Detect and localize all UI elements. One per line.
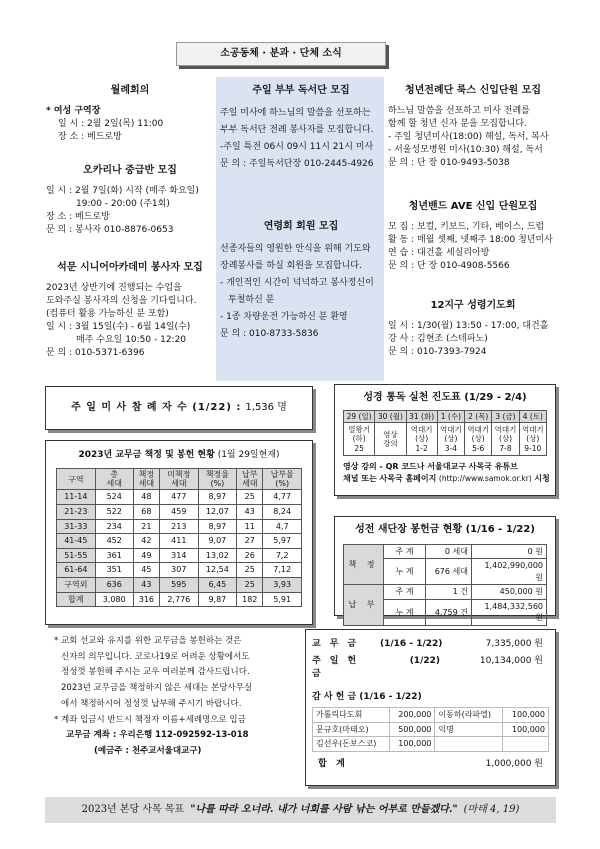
monthly-title: 월례회의 — [110, 85, 150, 96]
reading-day: 1 (수) — [437, 410, 464, 422]
table-cell: 4,77 — [263, 490, 302, 505]
table-row — [344, 544, 547, 559]
table-cell: 100,000 — [503, 722, 549, 737]
ocarina-notice — [46, 164, 214, 237]
table-cell: 2,776 — [160, 592, 199, 607]
table-cell: 51-55 — [57, 548, 96, 563]
tithe-status-box — [45, 440, 313, 625]
column-header: 납부 세대 — [237, 469, 263, 490]
table-cell: 이동하(라파엘) — [435, 708, 503, 723]
purgatory-contact: 문 의 : 010-8733-5836 — [220, 328, 319, 339]
column-header: 총 세대 — [95, 469, 133, 490]
table-cell: 361 — [95, 548, 133, 563]
column-header: 미책정 세대 — [160, 469, 199, 490]
thanks-title: 감 사 헌 금 (1/16 - 1/22) — [312, 692, 422, 703]
table-cell — [435, 737, 503, 752]
youthband-line3: 연 습 : 대건홀 세실리아방 — [388, 247, 490, 258]
ocarina-date: 일 시 : 2월 7일(화) 시작 (매주 화요일) — [46, 185, 199, 196]
tithe-title: 2023년 교무금 책정 및 봉헌 현황 — [78, 450, 215, 460]
table-cell: 351 — [95, 563, 133, 578]
sunday-collection-amount: 10,134,000 원 — [479, 656, 543, 667]
attendance-value: 1,536 명 — [245, 401, 287, 413]
district12-line2: 강 사 : 김현조 (스테파노) — [388, 333, 488, 344]
column-header: 납부율 (%) — [263, 469, 302, 490]
tithe-title-row — [56, 449, 302, 462]
tithe-table — [56, 468, 302, 607]
tithe-weekly-amount: 7,335,000 원 — [485, 639, 543, 649]
table-cell: 100,000 — [503, 708, 549, 723]
purgatory-line5: - 1종 차량운전 가능하신 분 환영 — [220, 311, 348, 322]
table-cell: 43 — [133, 577, 159, 592]
reading-items-row — [344, 422, 547, 455]
reading-item: 역대기 (상) 5-6 — [465, 422, 492, 455]
offering-amount: 1,484,332,560 원 — [472, 599, 547, 625]
table-cell — [503, 737, 549, 752]
youthband-title: 청년밴드 AVE 신입 단원모집 — [408, 201, 538, 212]
table-cell: 45 — [133, 563, 159, 578]
table-row — [57, 490, 302, 505]
reading-note2 — [343, 473, 550, 485]
table-cell: 김선우(돈보스코) — [313, 737, 390, 752]
tithe-weekly-label: 교무금 — [312, 639, 366, 649]
table-cell: 213 — [160, 519, 199, 534]
table-cell: 42 — [133, 534, 159, 549]
donations-box — [305, 629, 556, 786]
purgatory-line4: 투철하신 분 — [228, 294, 275, 305]
table-cell: 68 — [133, 505, 159, 520]
column-header: 책정 세대 — [133, 469, 159, 490]
thanks-total-amount: 1,000,000 원 — [485, 758, 543, 769]
table-cell: 61-64 — [57, 563, 96, 578]
purgatory-notice — [220, 220, 382, 343]
thanks-table-body — [313, 708, 549, 752]
table-cell: 26 — [237, 548, 263, 563]
table-cell: 8,97 — [198, 490, 237, 505]
attendance-label: 주 일 미 사 참 례 자 수 (1/22) : — [71, 401, 242, 413]
offering-count: 1 건 — [426, 585, 472, 600]
table-cell: 9,07 — [198, 534, 237, 549]
tithe-notes — [54, 634, 310, 760]
reading-day: 3 (금) — [492, 410, 519, 422]
offering-count: 4,759 건 — [426, 599, 472, 625]
table-cell: 234 — [95, 519, 133, 534]
table-cell: 문규호(마태오) — [313, 722, 390, 737]
table-row — [313, 737, 549, 752]
ocarina-title: 오카리나 중급반 모집 — [83, 165, 177, 176]
tithe-account-holder: (예금주 : 천주교서울대교구) — [94, 746, 202, 757]
district12-line1: 일 시 : 1/30(월) 13:50 - 17:00, 대건홀 — [388, 320, 549, 331]
table-cell: 411 — [160, 534, 199, 549]
youthband-line1: 모 집 : 보컬, 키보드, 기타, 베이스, 드럼 — [388, 221, 545, 232]
notes-line1: * 교회 선교와 유지를 위한 교무금을 봉헌하는 것은 — [54, 636, 242, 646]
table-cell: 500,000 — [389, 722, 435, 737]
couples-line2: 부부 독서단 전례 봉사자를 모집합니다. — [220, 124, 374, 135]
ocarina-place: 장 소 : 베드로방 — [46, 211, 110, 222]
sunday-collection-period: (1/22) — [409, 656, 440, 667]
table-cell: 452 — [95, 534, 133, 549]
monthly-meeting — [46, 84, 214, 144]
purgatory-title: 연령회 회원 모집 — [263, 221, 339, 232]
table-cell: 9,87 — [198, 592, 237, 607]
table-cell: 11-14 — [57, 490, 96, 505]
table-cell: 5,91 — [263, 592, 302, 607]
column-header: 책정율 (%) — [198, 469, 237, 490]
offering-type: 주 계 — [384, 585, 426, 600]
table-cell: 25 — [237, 490, 263, 505]
offering-title: 성전 새단장 봉헌금 현황 (1/16 - 1/22) — [355, 524, 535, 535]
offering-amount: 1,402,990,000 원 — [472, 559, 547, 585]
youthluke-contact: 문 의 : 단 장 010-9493-5038 — [388, 157, 510, 168]
table-cell: 12,54 — [198, 563, 237, 578]
purgatory-line3: - 개인적인 시간이 넉넉하고 봉사정신이 — [220, 277, 374, 288]
reading-note2-c: 시청 — [534, 473, 550, 483]
seokmun-notice — [46, 261, 214, 360]
reading-day: 4 (토) — [519, 410, 546, 422]
seokmun-line2: 도와주실 봉사자의 신청을 기다립니다. — [46, 295, 197, 306]
tithe-account: 교무금 계좌 : 우리은행 112-092592-13-018 — [66, 730, 249, 741]
table-row — [57, 563, 302, 578]
table-cell: 524 — [95, 490, 133, 505]
table-row — [344, 585, 547, 600]
tithe-table-body — [57, 490, 302, 607]
offering-amount: 450,000 원 — [472, 585, 547, 600]
notes-line3: 정성껏 봉헌해 주시는 교우 여러분께 감사드립니다. — [61, 667, 250, 678]
table-cell: 477 — [160, 490, 199, 505]
table-cell: 636 — [95, 577, 133, 592]
monthly-place: 장 소 : 베드로방 — [58, 131, 122, 142]
offering-amount: 0 원 — [472, 544, 547, 559]
ocarina-time: 19:00 - 20:00 (주1회) — [76, 198, 170, 209]
offering-count: 0 세대 — [426, 544, 472, 559]
table-row — [313, 708, 549, 723]
table-cell: 7,2 — [263, 548, 302, 563]
reading-item: 영상 강의 — [375, 422, 406, 455]
table-row — [57, 519, 302, 534]
district12-contact: 문 의 : 010-7393-7924 — [388, 346, 487, 357]
youthband-notice — [388, 200, 558, 273]
column-header: 구역 — [57, 469, 96, 490]
banner-title: 소공동체 · 분과 · 단체 소식 — [220, 47, 342, 59]
table-cell: 11 — [237, 519, 263, 534]
offering-type: 주 계 — [384, 544, 426, 559]
seokmun-line4: 일 시 : 3월 15일(수) - 6월 14일(수) — [46, 321, 191, 332]
youthband-contact: 문 의 : 단 장 010-4908-5566 — [388, 260, 510, 271]
reading-day: 30 (월) — [375, 410, 406, 422]
youthluke-line1: 하느님 말씀을 선포하고 미사 전례를 — [388, 105, 530, 116]
district12-notice — [388, 299, 558, 359]
purgatory-line2: 장례봉사를 하실 회원을 모집합니다. — [220, 260, 362, 271]
table-cell: 21-23 — [57, 505, 96, 520]
pastoral-goal-footer — [45, 797, 556, 823]
thanks-total-row — [312, 758, 549, 771]
seokmun-contact: 문 의 : 010-5371-6396 — [46, 347, 145, 358]
footer-ref: (마태 4, 19) — [463, 803, 520, 815]
reading-note1: 영상 강의 - QR 코드나 서울대교구 사목국 유튜브 — [343, 462, 518, 471]
reading-item: 역대기 (상) 3-4 — [437, 422, 464, 455]
notes-line2: 신자의 의무입니다. 코로나19로 어려운 상황에서도 — [61, 651, 250, 662]
reading-item: 역대기 (상) 7-8 — [492, 422, 519, 455]
seokmun-title: 석문 시니어아카데미 봉사자 모집 — [57, 262, 203, 273]
tithe-weekly-row — [312, 638, 549, 651]
seokmun-line5: 매주 수요일 10:50 - 12:20 — [76, 334, 187, 345]
table-cell: 12,07 — [198, 505, 237, 520]
table-cell: 가톨릭다도회 — [313, 708, 390, 723]
table-cell: 7,12 — [263, 563, 302, 578]
table-cell: 25 — [237, 577, 263, 592]
offering-count: 676 세대 — [426, 559, 472, 585]
reading-day: 2 (목) — [465, 410, 492, 422]
offering-cat: 책 정 — [344, 544, 384, 585]
table-cell: 5,97 — [263, 534, 302, 549]
purgatory-line1: 선종자들의 영원한 안식을 위해 기도와 — [220, 243, 371, 254]
table-cell: 합계 — [57, 592, 96, 607]
seokmun-line3: (컴퓨터 활용 가능하신 분 포함) — [46, 308, 169, 319]
table-cell: 구역외 — [57, 577, 96, 592]
reading-homepage-link[interactable]: (http://www.samok.or.kr) — [438, 473, 532, 483]
reading-days-row — [344, 410, 547, 422]
bible-reading-box — [334, 384, 556, 496]
district12-title: 12지구 성령기도회 — [430, 300, 516, 311]
table-cell: 100,000 — [389, 737, 435, 752]
reading-table — [343, 410, 547, 457]
seokmun-line1: 2023년 상반기에 진행되는 수업을 — [46, 282, 182, 293]
reading-item: 역대기 (상) 9-10 — [519, 422, 546, 455]
table-row — [57, 534, 302, 549]
youthband-line2: 활 동 : 매월 셋째, 넷째주 18:00 청년미사 — [388, 234, 553, 245]
thanks-total-label: 합 계 — [318, 758, 345, 769]
reading-day: 29 (일) — [344, 410, 375, 422]
renovation-offering-box — [334, 516, 556, 623]
monthly-group: * 여성 구역장 — [46, 105, 101, 116]
section-banner — [176, 42, 386, 66]
reading-day: 31 (화) — [406, 410, 437, 422]
table-cell: 49 — [133, 548, 159, 563]
table-cell: 31-33 — [57, 519, 96, 534]
table-cell: 8,24 — [263, 505, 302, 520]
tithe-weekly-period: (1/16 - 1/22) — [380, 639, 443, 649]
table-cell: 459 — [160, 505, 199, 520]
tithe-subtitle: (1월 29일현재) — [217, 450, 280, 460]
table-cell: 182 — [237, 592, 263, 607]
table-cell: 8,97 — [198, 519, 237, 534]
notes-line5: 에서 책정하시어 정성껏 납부해 주시기 바랍니다. — [61, 698, 242, 709]
table-cell: 6,45 — [198, 577, 237, 592]
table-cell: 314 — [160, 548, 199, 563]
offering-type: 누 계 — [384, 599, 426, 625]
table-cell: 200,000 — [389, 708, 435, 723]
table-cell: 43 — [237, 505, 263, 520]
table-cell: 3,080 — [95, 592, 133, 607]
notes-line6: * 계좌 입금시 반드시 책정자 이름+세례명으로 입금 — [54, 714, 246, 725]
thanks-table — [312, 707, 549, 752]
sunday-collection-label: 주일헌금 — [312, 656, 366, 680]
table-cell: 4,7 — [263, 519, 302, 534]
sunday-collection-row — [312, 655, 549, 681]
couples-line1: 주일 미사에 하느님의 말씀을 선포하는 — [220, 107, 371, 118]
table-cell: 25 — [237, 563, 263, 578]
reading-item: 역대기 (상) 1-2 — [406, 422, 437, 455]
table-cell: 522 — [95, 505, 133, 520]
youthluke-notice — [388, 84, 558, 170]
footer-goal: 2023년 본당 사목 목표 — [81, 803, 185, 815]
table-cell: 21 — [133, 519, 159, 534]
attendance-box — [45, 386, 313, 430]
table-cell: 27 — [237, 534, 263, 549]
table-cell: 48 — [133, 490, 159, 505]
reading-note2-a: 채널 또는 사목국 홈페이지 — [343, 473, 437, 483]
tithe-header-row — [57, 469, 302, 490]
offering-cat: 납 부 — [344, 585, 384, 626]
couples-contact: 문 의 : 주일독서단장 010-2445-4926 — [220, 158, 374, 169]
table-row — [57, 505, 302, 520]
table-row — [57, 592, 302, 607]
table-cell: 익명 — [435, 722, 503, 737]
youthluke-line4: - 서울성모병원 미사(10:30) 해설, 독서 — [388, 144, 543, 155]
table-cell: 316 — [133, 592, 159, 607]
table-cell: 307 — [160, 563, 199, 578]
couples-title: 주일 부부 독서단 모집 — [252, 85, 350, 96]
table-row — [313, 722, 549, 737]
table-row — [57, 577, 302, 592]
monthly-date: 일 시 : 2월 2일(목) 11:00 — [58, 118, 164, 129]
ocarina-contact: 문 의 : 봉사자 010-8876-0653 — [46, 224, 174, 235]
offering-type: 누 계 — [384, 559, 426, 585]
youthluke-line2: 함께 할 청년 신자 분을 모집합니다. — [388, 118, 527, 129]
offering-table — [343, 544, 547, 627]
reading-item: 열왕기 (하) 25 — [344, 422, 375, 455]
notes-line4: 2023년 교무금을 책정하지 않은 세대는 본당사무실 — [61, 683, 253, 694]
reading-title: 성경 통독 실천 진도표 (1/29 - 2/4) — [363, 392, 527, 403]
couples-line3: -주일 특전 06시 09시 11시 21시 미사 — [220, 141, 374, 152]
youthluke-title: 청년전례단 룩스 신입단원 모집 — [404, 85, 542, 96]
table-row — [57, 548, 302, 563]
youthluke-line3: - 주일 청년미사(18:00) 해설, 독서, 복사 — [388, 131, 549, 142]
table-cell: 3,93 — [263, 577, 302, 592]
couples-notice — [220, 84, 382, 173]
footer-quote: "나를 따라 오너라. 내가 너희를 사람 낚는 어부로 만들겠다." — [190, 803, 458, 815]
table-cell: 41-45 — [57, 534, 96, 549]
table-cell: 595 — [160, 577, 199, 592]
table-cell: 13,02 — [198, 548, 237, 563]
